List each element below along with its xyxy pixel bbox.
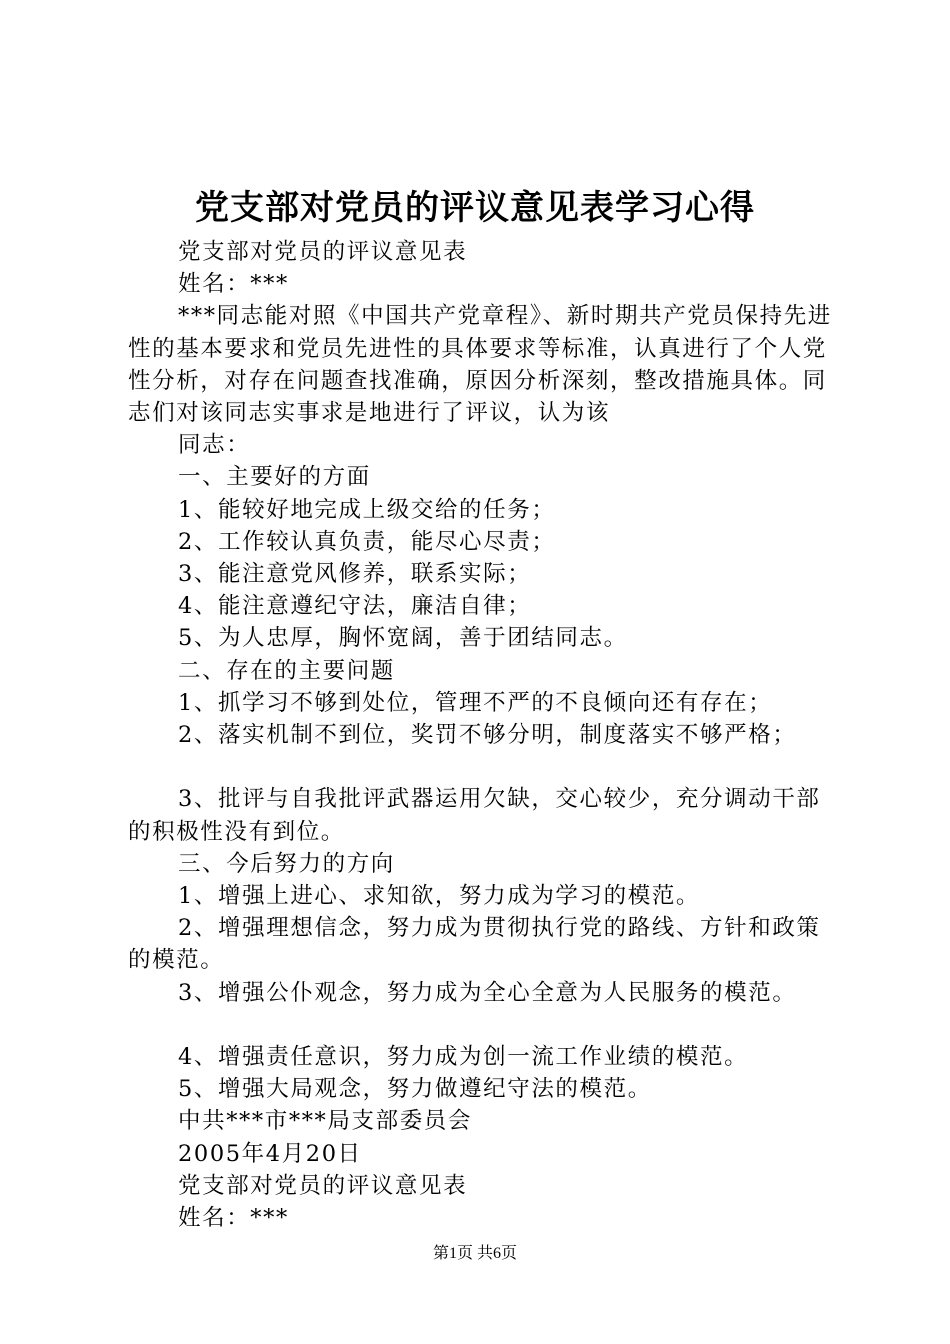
list-item: 3、能注意党风修养，联系实际； bbox=[178, 561, 532, 588]
blank-line bbox=[128, 1009, 832, 1041]
signature-organization: 中共***市***局支部委员会 bbox=[178, 1108, 473, 1135]
list-item: 1、抓学习不够到处位，管理不严的不良倾向还有存在； bbox=[178, 689, 773, 716]
section-heading: 一、主要好的方面 bbox=[178, 464, 371, 491]
paragraph: ***同志能对照《中国共产党章程》、新时期共产党员保持先进性的基本要求和党员先进性的具体要求等标准，认真进行了个人党性分析，对存在问题查找准确，原因分析深刻，整改措施具体。同志们对该同志实事求是地进行了评议，认为该 bbox=[128, 303, 832, 427]
document-body bbox=[128, 236, 832, 1234]
section-heading: 二、存在的主要问题 bbox=[178, 657, 395, 684]
list-item: 2、工作较认真负责，能尽心尽责； bbox=[178, 528, 556, 555]
list-item: 3、批评与自我批评武器运用欠缺，交心较少，充分调动干部的积极性没有到位。 bbox=[128, 786, 821, 845]
signature-date: 2005年4月20日 bbox=[178, 1140, 362, 1167]
document-title: 党支部对党员的评议意见表学习心得 bbox=[195, 188, 755, 228]
paragraph: 同志： bbox=[178, 432, 251, 459]
list-item: 1、增强上进心、求知欲，努力成为学习的模范。 bbox=[178, 883, 701, 910]
list-item: 2、落实机制不到位，奖罚不够分明，制度落实不够严格； bbox=[178, 722, 797, 749]
paragraph: 姓名：*** bbox=[178, 1205, 289, 1232]
list-item: 2、增强理想信念，努力成为贯彻执行党的路线、方针和政策的模范。 bbox=[128, 915, 821, 974]
paragraph: 党支部对党员的评议意见表 bbox=[178, 239, 468, 265]
list-item: 4、能注意遵纪守法，廉洁自律； bbox=[178, 593, 532, 620]
list-item: 1、能较好地完成上级交给的任务； bbox=[178, 496, 556, 523]
list-item: 5、为人忠厚，胸怀宽阔，善于团结同志。 bbox=[178, 625, 628, 652]
list-item: 3、增强公仆观念，努力成为全心全意为人民服务的模范。 bbox=[178, 979, 797, 1006]
paragraph: 党支部对党员的评议意见表 bbox=[178, 1172, 468, 1199]
list-item: 5、增强大局观念，努力做遵纪守法的模范。 bbox=[178, 1076, 652, 1103]
section-heading: 三、今后努力的方向 bbox=[178, 850, 395, 877]
blank-line bbox=[128, 751, 832, 783]
paragraph: 姓名：*** bbox=[178, 271, 289, 298]
page-footer: 第1页 共6页 bbox=[432, 1245, 517, 1262]
list-item: 4、增强责任意识，努力成为创一流工作业绩的模范。 bbox=[178, 1044, 749, 1071]
